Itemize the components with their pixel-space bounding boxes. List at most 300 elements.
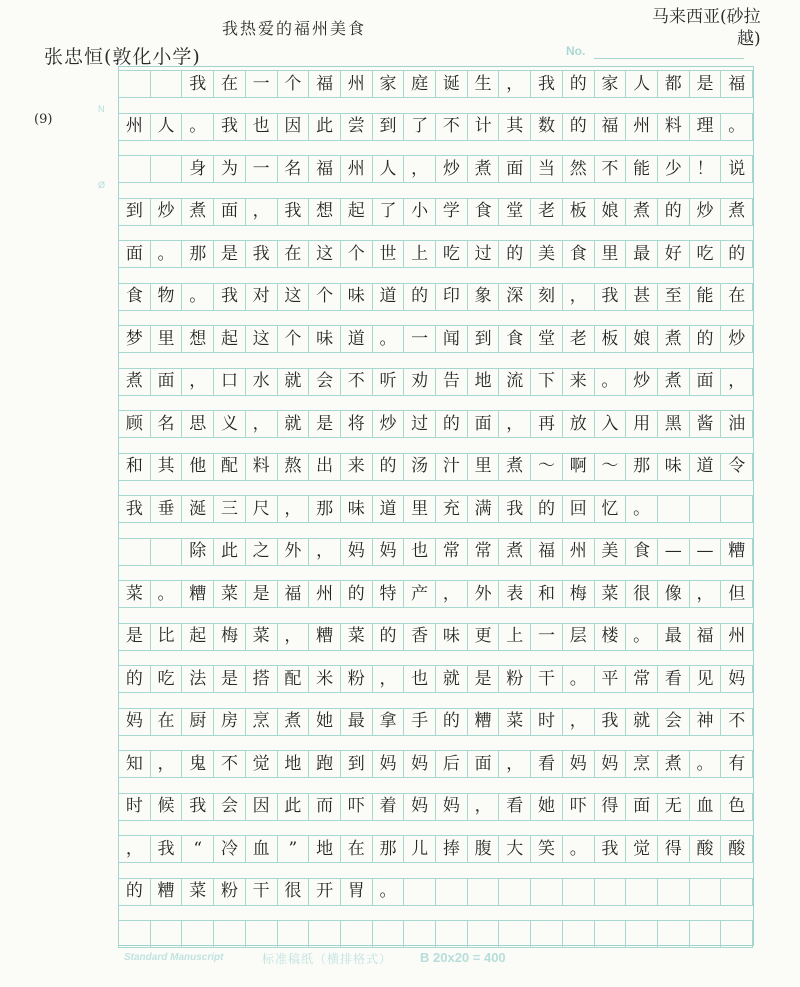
grid-cell: 那	[625, 453, 658, 481]
grid-row	[118, 623, 752, 651]
grid-cell: 她	[308, 708, 341, 736]
grid-cell: 小	[403, 198, 436, 226]
grid-cell: 煮	[118, 368, 151, 396]
grid-cell: 神	[689, 708, 722, 736]
footer-brand: 标准稿纸（横排格式）	[262, 952, 393, 966]
grid-cell: 其	[150, 453, 183, 481]
grid-cell: 我	[213, 113, 246, 141]
grid-cell: 州	[625, 113, 658, 141]
grid-cell: 听	[372, 368, 405, 396]
grid-cell: 血	[689, 793, 722, 821]
grid-cell: ～	[530, 453, 563, 481]
grid-cell: 楼	[594, 623, 627, 651]
grid-cell	[150, 70, 183, 98]
grid-cell: 数	[530, 113, 563, 141]
grid-cell: 特	[372, 580, 405, 608]
grid-cell: 手	[403, 708, 436, 736]
grid-cell: 糟	[150, 878, 183, 906]
grid-row	[118, 750, 752, 778]
grid-cell: 劝	[403, 368, 436, 396]
grid-cell: “	[181, 835, 214, 863]
grid-cell: 此	[277, 793, 310, 821]
grid-cell: 面	[689, 368, 722, 396]
grid-cell: 最	[625, 240, 658, 268]
grid-cell: 煮	[277, 708, 310, 736]
grid-cell: —	[689, 538, 722, 566]
grid-cell: 家	[372, 70, 405, 98]
grid-cell: 捧	[435, 835, 468, 863]
grid-cell: 的	[530, 495, 563, 523]
grid-cell: 来	[340, 453, 373, 481]
grid-cell: 娘	[594, 198, 627, 226]
grid-cell: 和	[118, 453, 151, 481]
grid-cell: 到	[118, 198, 151, 226]
footer-standard-manuscript: Standard Manuscript	[124, 952, 224, 963]
grid-cell: 福	[689, 623, 722, 651]
grid-cell: 炒	[625, 368, 658, 396]
grid-cell: 我	[594, 283, 627, 311]
grid-cell: 得	[657, 835, 690, 863]
grid-cell: 常	[435, 538, 468, 566]
grid-cell: 煮	[657, 368, 690, 396]
grid-cell: 一	[245, 70, 278, 98]
grid-cell: 个	[277, 70, 310, 98]
grid-cell: 充	[435, 495, 468, 523]
grid-cell	[118, 538, 151, 566]
grid-cell: 也	[403, 665, 436, 693]
grid-cell: 到	[340, 750, 373, 778]
grid-cell: 妈	[118, 708, 151, 736]
grid-cell: 我	[594, 708, 627, 736]
grid-cell: 我	[594, 835, 627, 863]
grid-cell: 表	[498, 580, 531, 608]
grid-cell: 米	[308, 665, 341, 693]
grid-cell: 理	[689, 113, 722, 141]
grid-cell	[625, 920, 658, 948]
grid-cell	[562, 878, 595, 906]
grid-cell: 是	[245, 580, 278, 608]
grid-cell: 的	[689, 325, 722, 353]
grid-cell: 吃	[150, 665, 183, 693]
grid-cell: 其	[498, 113, 531, 141]
grid-cell: 梅	[213, 623, 246, 651]
grid-cell: 说	[720, 155, 753, 183]
number-label: No.	[566, 44, 586, 58]
grid-cell: 我	[213, 283, 246, 311]
grid-cell: 干	[245, 878, 278, 906]
grid-row	[118, 580, 752, 608]
grid-cell: 甚	[625, 283, 658, 311]
grid-cell: 干	[530, 665, 563, 693]
grid-cell: 因	[245, 793, 278, 821]
grid-cell: 面	[467, 750, 500, 778]
grid-cell: 。	[562, 835, 595, 863]
grid-row	[118, 410, 752, 438]
grid-row	[118, 538, 752, 566]
essay-title: 我热爱的福州美食	[222, 19, 367, 38]
grid-cell: 很	[277, 878, 310, 906]
grid-cell: ，	[308, 538, 341, 566]
grid-cell: 尝	[340, 113, 373, 141]
grid-cell: 梦	[118, 325, 151, 353]
grid-cell: 是	[467, 665, 500, 693]
grid-cell: 炒	[435, 155, 468, 183]
grid-cell: 顾	[118, 410, 151, 438]
grid-cell: ，	[245, 198, 278, 226]
grid-cell: 计	[467, 113, 500, 141]
grid-cell	[181, 920, 214, 948]
grid-cell	[720, 878, 753, 906]
grid-cell: 美	[530, 240, 563, 268]
grid-cell: 味	[340, 495, 373, 523]
grid-cell: 垂	[150, 495, 183, 523]
grid-cell: 有	[720, 750, 753, 778]
grid-cell	[657, 495, 690, 523]
grid-cell: 想	[308, 198, 341, 226]
grid-cell: 鬼	[181, 750, 214, 778]
grid-cell	[403, 878, 436, 906]
grid-cell: 糟	[720, 538, 753, 566]
grid-cell	[403, 920, 436, 948]
grid-cell: 煮	[498, 538, 531, 566]
grid-cell: 福	[530, 538, 563, 566]
grid-cell	[530, 920, 563, 948]
grid-cell: 的	[340, 580, 373, 608]
grid-row	[118, 325, 752, 353]
grid-cell: 起	[181, 623, 214, 651]
grid-cell: 家	[594, 70, 627, 98]
grid-row	[118, 368, 752, 396]
grid-cell: 粉	[498, 665, 531, 693]
grid-cell: 汤	[403, 453, 436, 481]
grid-cell: 会	[213, 793, 246, 821]
grid-cell	[245, 920, 278, 948]
grid-cell	[467, 878, 500, 906]
grid-cell: 后	[435, 750, 468, 778]
grid-row	[118, 793, 752, 821]
grid-cell: 这	[277, 283, 310, 311]
grid-cell: ，	[498, 750, 531, 778]
grid-cell: 地	[308, 835, 341, 863]
grid-cell: ，	[277, 623, 310, 651]
grid-cell: 着	[372, 793, 405, 821]
grid-cell: 我	[277, 198, 310, 226]
grid-cell: 过	[467, 240, 500, 268]
grid-cell: 厨	[181, 708, 214, 736]
grid-cell: 那	[308, 495, 341, 523]
grid-cell: 令	[720, 453, 753, 481]
grid-cell: 面	[498, 155, 531, 183]
side-mark: N	[98, 104, 105, 114]
grid-cell: 觉	[245, 750, 278, 778]
grid-cell: 上	[403, 240, 436, 268]
grid-row	[118, 70, 752, 98]
grid-cell: 地	[467, 368, 500, 396]
grid-cell: 比	[150, 623, 183, 651]
grid-cell: 告	[435, 368, 468, 396]
grid-cell: 这	[245, 325, 278, 353]
grid-cell: 个	[308, 283, 341, 311]
grid-row	[118, 240, 752, 268]
grid-cell: 一	[245, 155, 278, 183]
margin-note: (9)	[34, 112, 53, 127]
grid-cell: 那	[372, 835, 405, 863]
grid-cell: 他	[181, 453, 214, 481]
grid-cell: 。	[720, 113, 753, 141]
grid-cell: 州	[118, 113, 151, 141]
grid-cell: 再	[530, 410, 563, 438]
grid-cell: 食	[467, 198, 500, 226]
grid-cell: 到	[467, 325, 500, 353]
grid-cell	[118, 920, 151, 948]
grid-cell: 道	[340, 325, 373, 353]
grid-cell: 味	[435, 623, 468, 651]
grid-cell: 就	[277, 368, 310, 396]
grid-cell: ，	[720, 368, 753, 396]
grid-cell	[594, 878, 627, 906]
grid-cell: 炒	[372, 410, 405, 438]
grid-cell: 是	[308, 410, 341, 438]
grid-cell: 。	[594, 368, 627, 396]
grid-cell: 时	[118, 793, 151, 821]
grid-cell: 在	[340, 835, 373, 863]
grid-cell	[530, 878, 563, 906]
grid-cell: 起	[213, 325, 246, 353]
grid-cell: 食	[498, 325, 531, 353]
grid-cell: 常	[625, 665, 658, 693]
grid-cell	[625, 878, 658, 906]
grid-cell: 就	[277, 410, 310, 438]
grid-cell: 最	[340, 708, 373, 736]
grid-cell: 入	[594, 410, 627, 438]
grid-cell: 的	[118, 878, 151, 906]
grid-cell: 菜	[213, 580, 246, 608]
grid-cell: 涎	[181, 495, 214, 523]
grid-cell: 下	[530, 368, 563, 396]
grid-cell: 一	[530, 623, 563, 651]
grid-cell: ，	[245, 410, 278, 438]
grid-cell: 世	[372, 240, 405, 268]
grid-cell: 黑	[657, 410, 690, 438]
grid-cell: 在	[150, 708, 183, 736]
grid-cell: 老	[530, 198, 563, 226]
grid-cell: 妈	[403, 750, 436, 778]
grid-cell: 。	[181, 113, 214, 141]
grid-cell: 上	[498, 623, 531, 651]
grid-cell	[720, 920, 753, 948]
grid-cell: 粉	[213, 878, 246, 906]
grid-cell: ，	[277, 495, 310, 523]
grid-row	[118, 708, 752, 736]
grid-cell: ，	[435, 580, 468, 608]
grid-row	[118, 155, 752, 183]
grid-cell: 州	[720, 623, 753, 651]
grid-cell: 腹	[467, 835, 500, 863]
grid-cell: 菜	[181, 878, 214, 906]
grid-cell: 烹	[245, 708, 278, 736]
grid-cell: 的	[372, 453, 405, 481]
grid-cell: 满	[467, 495, 500, 523]
grid-cell: 庭	[403, 70, 436, 98]
grid-cell: 的	[562, 70, 595, 98]
grid-cell: 了	[372, 198, 405, 226]
grid-cell: 吓	[562, 793, 595, 821]
grid-cell: 炒	[720, 325, 753, 353]
grid-cell: ，	[498, 410, 531, 438]
grid-row	[118, 283, 752, 311]
grid-cell: 福	[277, 580, 310, 608]
grid-cell: 不	[594, 155, 627, 183]
grid-cell: 菜	[340, 623, 373, 651]
grid-cell: 在	[213, 70, 246, 98]
grid-cell: —	[657, 538, 690, 566]
grid-cell: 味	[657, 453, 690, 481]
grid-cell	[435, 878, 468, 906]
grid-cell: 香	[403, 623, 436, 651]
grid-cell: 能	[625, 155, 658, 183]
grid-cell: 堂	[498, 198, 531, 226]
grid-cell: 吃	[435, 240, 468, 268]
grid-cell	[657, 920, 690, 948]
grid-cell: 外	[467, 580, 500, 608]
grid-cell: 我	[530, 70, 563, 98]
grid-cell: 印	[435, 283, 468, 311]
grid-cell: 像	[657, 580, 690, 608]
grid-cell: 我	[118, 495, 151, 523]
grid-cell: 不	[435, 113, 468, 141]
grid-cell	[689, 495, 722, 523]
grid-cell: 食	[562, 240, 595, 268]
grid-cell: 在	[277, 240, 310, 268]
grid-cell: 酸	[689, 835, 722, 863]
grid-cell: 的	[435, 708, 468, 736]
grid-cell: 起	[340, 198, 373, 226]
grid-cell: 开	[308, 878, 341, 906]
grid-cell: 里	[150, 325, 183, 353]
grid-cell: 看	[498, 793, 531, 821]
grid-cell: 妈	[562, 750, 595, 778]
grid-cell: ，	[562, 708, 595, 736]
grid-cell: 是	[689, 70, 722, 98]
grid-cell: 见	[689, 665, 722, 693]
grid-cell: 放	[562, 410, 595, 438]
grid-cell: 面	[118, 240, 151, 268]
footer-spec: B 20x20 = 400	[420, 950, 506, 965]
grid-cell: 那	[181, 240, 214, 268]
grid-cell: 熬	[277, 453, 310, 481]
grid-row	[118, 878, 752, 906]
grid-cell: 都	[657, 70, 690, 98]
grid-cell: 用	[625, 410, 658, 438]
grid-cell: 她	[530, 793, 563, 821]
grid-cell: 食	[625, 538, 658, 566]
grid-cell	[150, 538, 183, 566]
grid-cell	[308, 920, 341, 948]
grid-cell	[467, 920, 500, 948]
grid-cell: 至	[657, 283, 690, 311]
grid-cell: 的	[498, 240, 531, 268]
grid-cell: 配	[213, 453, 246, 481]
grid-cell	[277, 920, 310, 948]
grid-cell: 会	[657, 708, 690, 736]
grid-cell: 啊	[562, 453, 595, 481]
grid-cell: 的	[562, 113, 595, 141]
grid-cell: 因	[277, 113, 310, 141]
grid-cell: 觉	[625, 835, 658, 863]
grid-cell: 妈	[720, 665, 753, 693]
grid-cell: 煮	[467, 155, 500, 183]
grid-cell: 之	[245, 538, 278, 566]
number-line	[594, 58, 744, 59]
grid-cell: 酱	[689, 410, 722, 438]
grid-cell: 层	[562, 623, 595, 651]
grid-cell: 来	[562, 368, 595, 396]
grid-cell: 好	[657, 240, 690, 268]
grid-cell: 口	[213, 368, 246, 396]
grid-cell: 想	[181, 325, 214, 353]
country-label	[652, 6, 761, 50]
grid-cell: 板	[562, 198, 595, 226]
grid-cell: 深	[498, 283, 531, 311]
grid-cell: 面	[467, 410, 500, 438]
grid-cell: 的	[657, 198, 690, 226]
grid-cell: 拿	[372, 708, 405, 736]
grid-cell: 妈	[403, 793, 436, 821]
grid-cell: 搭	[245, 665, 278, 693]
grid-cell: 州	[340, 155, 373, 183]
grid-cell: 回	[562, 495, 595, 523]
grid-cell: 州	[562, 538, 595, 566]
grid-cell: 我	[498, 495, 531, 523]
grid-cell: 地	[277, 750, 310, 778]
grid-row	[118, 665, 752, 693]
grid-cell: 。	[181, 283, 214, 311]
grid-cell: 美	[594, 538, 627, 566]
grid-cell: 烹	[625, 750, 658, 778]
grid-cell: 里	[594, 240, 627, 268]
grid-cell: 这	[308, 240, 341, 268]
grid-cell: 娘	[625, 325, 658, 353]
grid-cell	[720, 495, 753, 523]
grid-cell: 而	[308, 793, 341, 821]
grid-cell: ，	[467, 793, 500, 821]
grid-cell: 妈	[372, 538, 405, 566]
grid-cell: 个	[340, 240, 373, 268]
grid-cell: ，	[403, 155, 436, 183]
grid-cell: 思	[181, 410, 214, 438]
grid-cell: 更	[467, 623, 500, 651]
grid-cell: 妈	[435, 793, 468, 821]
grid-cell: 不	[340, 368, 373, 396]
grid-cell: 酸	[720, 835, 753, 863]
grid-cell: 闻	[435, 325, 468, 353]
grid-cell: 。	[372, 878, 405, 906]
grid-cell: 很	[625, 580, 658, 608]
grid-cell	[340, 920, 373, 948]
grid-cell: 法	[181, 665, 214, 693]
grid-cell: 候	[150, 793, 183, 821]
grid-cell: 煮	[657, 750, 690, 778]
grid-cell: 面	[150, 368, 183, 396]
grid-cell: 象	[467, 283, 500, 311]
grid-cell: 冷	[213, 835, 246, 863]
grid-row	[118, 113, 752, 141]
grid-cell: 产	[403, 580, 436, 608]
grid-cell: 配	[277, 665, 310, 693]
grid-cell	[118, 155, 151, 183]
grid-cell: 到	[372, 113, 405, 141]
grid-cell: 菜	[594, 580, 627, 608]
